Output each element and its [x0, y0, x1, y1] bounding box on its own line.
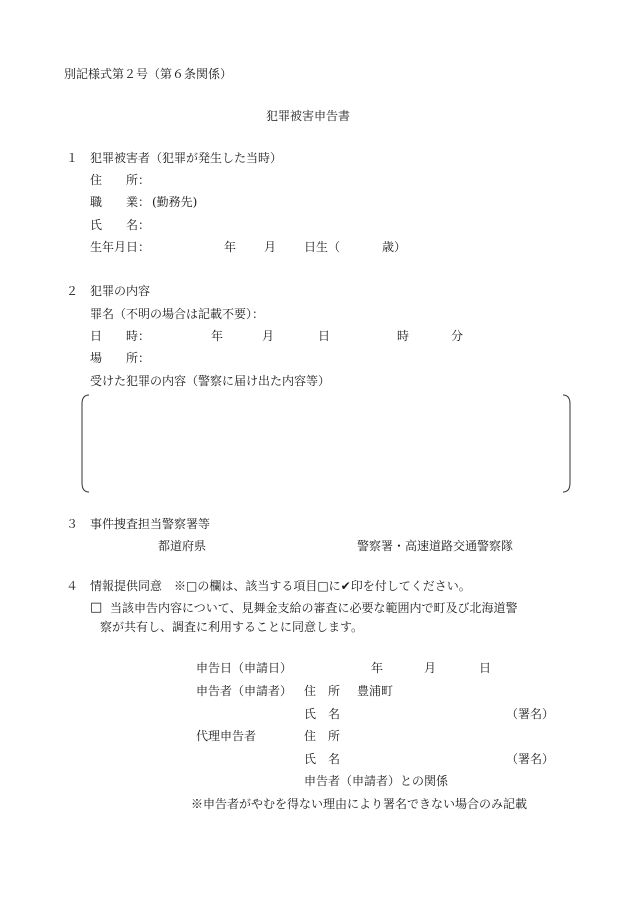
consent-text-line-2: 察が共有し、調査に利用することに同意します。	[100, 620, 364, 634]
bracket-frame	[80, 394, 572, 493]
document-title: 犯罪被害申告書	[266, 109, 351, 123]
workplace-label: (勤務先)	[152, 195, 198, 209]
consent-text-line-1: 当該申告内容について、見舞金支給の審査に必要な範囲内で町及び北海道警	[110, 601, 518, 615]
crime-month-unit: 月	[262, 329, 275, 343]
applicant-town: 豊浦町	[357, 684, 394, 698]
prefecture-unit: 都道府県	[158, 539, 207, 553]
proxy-signature-mark: （署名）	[506, 752, 555, 766]
section-4-heading: ４ 情報提供同意 ※□の欄は、該当する項目□に✔印を付してください。	[66, 579, 471, 593]
form-number: 別記様式第２号（第６条関係）	[64, 67, 233, 81]
application-day-unit: 日	[479, 661, 492, 675]
application-month-unit: 月	[424, 661, 437, 675]
section-1-heading: １ 犯罪被害者（犯罪が発生した当時）	[66, 151, 283, 165]
crime-year-unit: 年	[211, 329, 224, 343]
section-2-heading: ２ 犯罪の内容	[66, 284, 151, 298]
birth-day-unit: 日生（	[304, 240, 341, 254]
applicant-label: 申告者（申請者）	[196, 684, 293, 698]
relation-label: 申告者（申請者）との関係	[304, 774, 449, 788]
applicant-signature-mark: （署名）	[506, 707, 555, 721]
crime-name-label: 罪名（不明の場合は記載不要）：	[90, 307, 265, 321]
consent-checkbox[interactable]: □	[90, 600, 103, 615]
proxy-name-label: 氏 名	[304, 752, 341, 766]
crime-datetime-label: 日 時：	[90, 329, 151, 343]
application-date-label: 申告日（申請日）	[196, 661, 293, 675]
birth-date-label: 生年月日：	[90, 240, 151, 254]
crime-day-unit: 日	[318, 329, 331, 343]
police-station-unit: 警察署・高速道路交通警察隊	[357, 539, 514, 553]
section-3-heading: ３ 事件捜査担当警察署等	[66, 517, 211, 531]
signature-note: ※申告者がやむを得ない理由により署名できない場合のみ記載	[191, 797, 528, 811]
age-unit: 歳）	[382, 240, 407, 254]
proxy-address-label: 住 所	[304, 729, 341, 743]
victim-name-label: 氏 名：	[90, 218, 151, 232]
application-year-unit: 年	[371, 661, 384, 675]
crime-place-label: 場 所：	[90, 351, 151, 365]
birth-year-unit: 年	[224, 240, 237, 254]
birth-month-unit: 月	[264, 240, 277, 254]
victim-address-label: 住 所：	[90, 173, 151, 187]
crime-details-field[interactable]	[80, 394, 572, 493]
crime-minute-unit: 分	[451, 329, 464, 343]
crime-hour-unit: 時	[397, 329, 410, 343]
victim-occupation-label: 職 業：	[90, 195, 151, 209]
applicant-name-label: 氏 名	[304, 707, 341, 721]
crime-details-label: 受けた犯罪の内容（警察に届け出た内容等）	[90, 374, 331, 388]
applicant-address-label: 住 所	[304, 684, 341, 698]
proxy-applicant-label: 代理申告者	[196, 729, 257, 743]
